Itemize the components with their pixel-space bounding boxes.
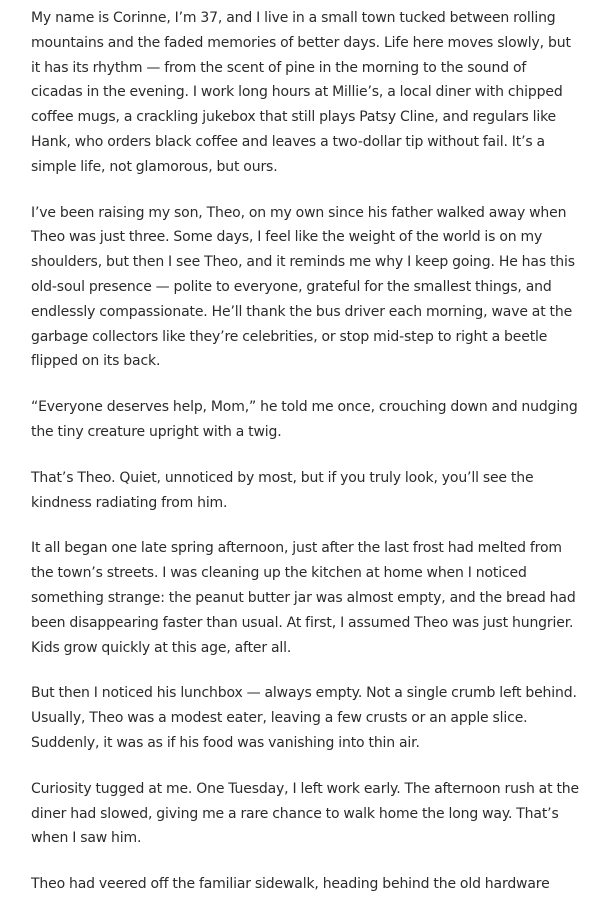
paragraph-6: But then I noticed his lunchbox — always empty. Not a single crumb left behind. Usually, Theo was a modest eater, leaving a few crusts or an apple slice. Suddenly, it was as if his food was vanishing into thin air.	[31, 685, 577, 751]
paragraph-2: I’ve been raising my son, Theo, on my own since his father walked away when Theo was just three. Some days, I feel like the weight of the world is on my shoulders, but then I see Theo, and it reminds me why I keep going. He has this old-soul presence — polite to everyone, grateful for the smallest things, and endlessly compassionate. He’ll thank the bus driver each morning, wave at the garbage collectors like they’re celebrities, or stop mid-step to right a beetle flipped on its back.	[31, 204, 575, 370]
paragraph-4: That’s Theo. Quiet, unnoticed by most, but if you truly look, you’ll see the kindness radiating from him.	[31, 469, 534, 511]
article-body	[31, 6, 579, 918]
paragraph-3: “Everyone deserves help, Mom,” he told me once, crouching down and nudging the tiny creature upright with a twig.	[31, 399, 578, 440]
paragraph-7: Curiosity tugged at me. One Tuesday, I left work early. The afternoon rush at the diner had slowed, giving me a rare chance to walk home the long way. That’s when I saw him.	[31, 780, 579, 847]
paragraph-5: It all began one late spring afternoon, just after the last frost had melted from the town’s streets. I was cleaning up the kitchen at home when I noticed something strange: the peanut butter jar was almost empty, and the bread had been disappearing faster than usual. At first, I assumed Theo was just hungrier. Kids grow quickly at this age, after all.	[31, 540, 576, 656]
paragraph-1: My name is Corinne, I’m 37, and I live in a small town tucked between rolling mountains and the faded memories of better days. Life here moves slowly, but it has its rhythm — from the scent of pine in the morning to the sound of cicadas in the evening. I work long hours at Millie’s, a local diner with chipped coffee mugs, a crackling jukebox that still plays Patsy Cline, and regulars like Hank, who orders black coffee and leaves a two-dollar tip without fail. It’s a simple life, not glamorous, but ours.	[31, 10, 571, 175]
paragraph-8: Theo had veered off the familiar sidewalk, heading behind the old hardware	[31, 876, 550, 893]
